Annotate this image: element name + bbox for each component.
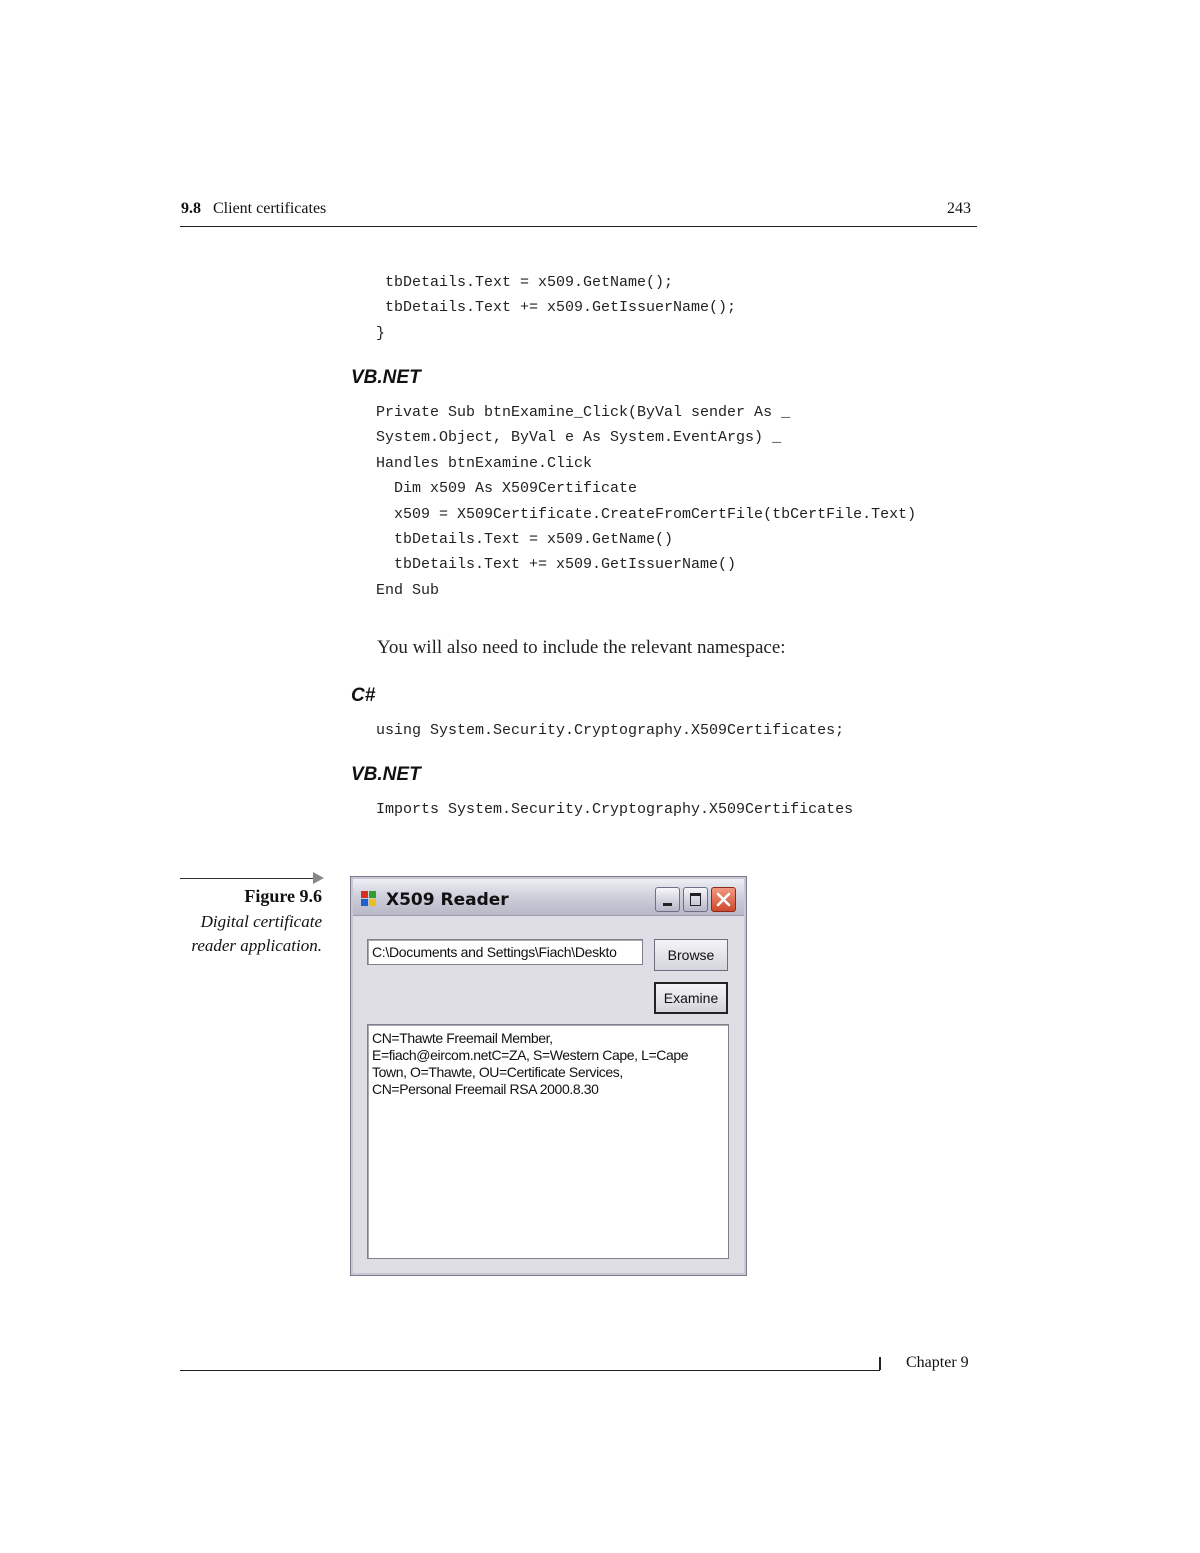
section-title: Client certificates xyxy=(213,200,327,217)
browse-button[interactable]: Browse xyxy=(654,939,728,971)
heading-csharp: C# xyxy=(351,685,376,706)
header-rule xyxy=(180,226,977,227)
code-vbnet-imports: Imports System.Security.Cryptography.X509Certificates xyxy=(376,801,854,818)
figure-pointer-rule xyxy=(180,878,316,879)
running-header-section xyxy=(181,200,326,218)
minimize-button[interactable] xyxy=(655,887,680,912)
certificate-details-text: CN=Thawte Freemail Member, E=fiach@eircom.netC=ZA, S=Western Cape, L=Cape Town, O=Thawte, OU=Certificate Services, CN=Personal Freemail RSA 2000.8.30 xyxy=(372,1030,689,1097)
heading-vbnet: VB.NET xyxy=(351,367,421,388)
figure-label: Figure 9.6 xyxy=(244,886,322,906)
window-titlebar[interactable] xyxy=(353,879,744,916)
window-title: X509 Reader xyxy=(386,890,509,910)
figure-description: Digital certificate reader application. xyxy=(191,912,322,955)
close-icon xyxy=(716,892,731,907)
certificate-details-textbox[interactable] xyxy=(367,1024,729,1259)
code-csharp-tail: tbDetails.Text = x509.GetName(); tbDetails.Text += x509.GetIssuerName(); } xyxy=(376,274,737,342)
heading-vbnet-imports: VB.NET xyxy=(351,764,421,785)
footer-tick xyxy=(879,1357,881,1370)
footer-rule xyxy=(180,1370,880,1371)
footer-chapter: Chapter 9 xyxy=(906,1354,969,1371)
close-button[interactable] xyxy=(711,887,736,912)
examine-button[interactable]: Examine xyxy=(654,982,728,1014)
page-number: 243 xyxy=(947,200,971,217)
code-csharp-using: using System.Security.Cryptography.X509Certificates; xyxy=(376,722,845,739)
maximize-button[interactable] xyxy=(683,887,708,912)
x509-reader-window xyxy=(350,876,747,1276)
body-paragraph: You will also need to include the relevant namespace: xyxy=(377,637,786,658)
cert-file-path-input[interactable]: C:\Documents and Settings\Fiach\Deskto xyxy=(367,939,643,965)
app-icon xyxy=(361,891,377,907)
figure-pointer-arrow-icon xyxy=(313,872,324,884)
code-vbnet-handler: Private Sub btnExamine_Click(ByVal sender As _ System.Object, ByVal e As System.EventArgs) _ Handles btnExamine.Click Dim x509 As X509Certificate x509 = X509Certificate.CreateFromCertFile(tbCertFile.Text) tbDetails.Text = x509.GetName() tbDetails.Text += x509.GetIssuerName() End Sub xyxy=(376,404,917,599)
section-number: 9.8 xyxy=(181,200,201,217)
